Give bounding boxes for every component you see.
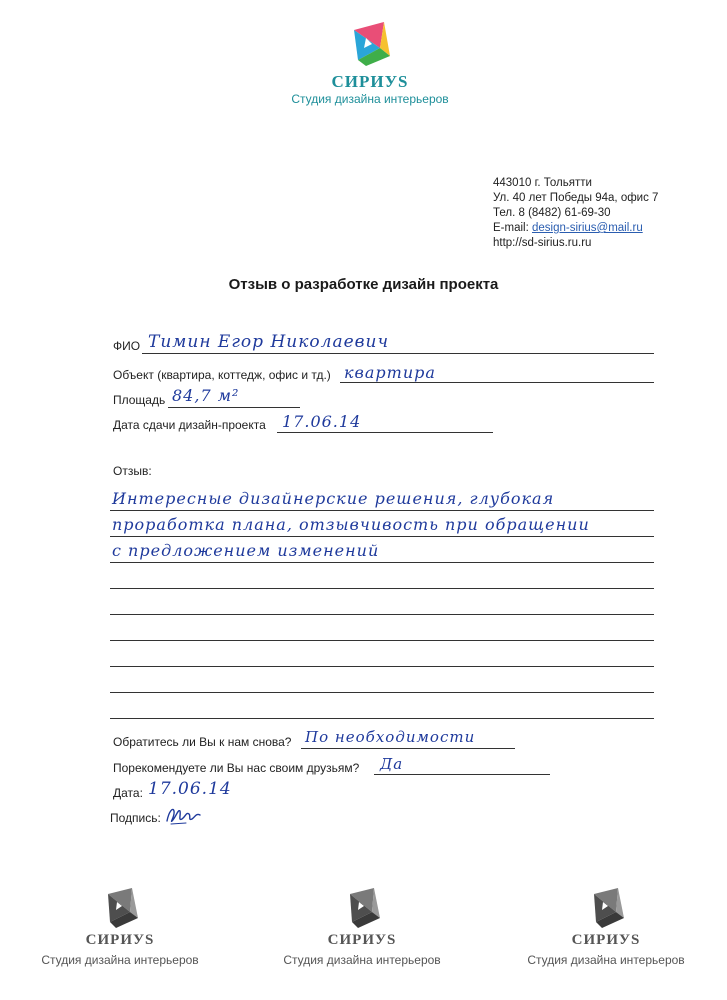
brand-tagline: Студия дизайна интерьеров <box>291 92 449 106</box>
address-street: Ул. 40 лет Победы 94а, офис 7 <box>493 192 659 204</box>
footer-tagline-3: Студия дизайна интерьеров <box>527 953 685 967</box>
sirius-sail-icon <box>586 886 626 930</box>
object-label: Объект (квартира, коттедж, офис и тд.) <box>113 368 331 382</box>
fio-value: Тимин Егор Николаевич <box>148 332 390 352</box>
object-value: квартира <box>344 363 436 382</box>
review-line-7 <box>110 666 654 667</box>
fio-line <box>142 353 654 354</box>
date-value: 17.06.14 <box>148 779 232 799</box>
email-row <box>493 221 658 236</box>
address-city: 443010 г. Тольятти <box>493 177 592 189</box>
delivery-date-value: 17.06.14 <box>282 412 362 431</box>
review-text-line-1: Интересные дизайнерские решения, глубокая <box>112 489 555 508</box>
sirius-sail-icon <box>344 18 396 70</box>
footer-logo-3 <box>516 886 696 967</box>
date-label: Дата: <box>113 786 143 800</box>
review-line-3 <box>110 562 654 563</box>
area-line <box>168 407 300 408</box>
delivery-date-label: Дата сдачи дизайн-проекта <box>113 418 266 432</box>
area-label: Площадь <box>113 393 166 407</box>
return-question-label: Обратитесь ли Вы к нам снова? <box>113 735 292 749</box>
brand-name: СИРИУS <box>331 72 409 91</box>
review-line-9 <box>110 718 654 719</box>
footer-tagline-1: Студия дизайна интерьеров <box>41 953 199 967</box>
footer-brand-3: СИРИУS <box>571 932 641 948</box>
email-label: E-mail: <box>493 222 532 234</box>
return-line <box>301 748 515 749</box>
website-link[interactable]: http://sd-sirius.ru.ru <box>493 237 592 249</box>
phone-number: Тел. 8 (8482) 61-69-30 <box>493 207 611 219</box>
area-value: 84,7 м² <box>172 386 240 405</box>
recommend-question-label: Порекомендуете ли Вы нас своим друзьям? <box>113 761 360 775</box>
return-answer: По необходимости <box>305 728 476 746</box>
review-line-4 <box>110 588 654 589</box>
object-line <box>340 382 654 383</box>
recommend-answer: Да <box>380 755 404 773</box>
review-line-5 <box>110 614 654 615</box>
review-text-line-3: с предложением изменений <box>112 541 380 560</box>
sirius-sail-icon <box>100 886 140 930</box>
footer-brand-1: СИРИУS <box>85 932 155 948</box>
recommend-line <box>374 774 550 775</box>
footer-tagline-2: Студия дизайна интерьеров <box>283 953 441 967</box>
sirius-sail-icon <box>342 886 382 930</box>
signature-label: Подпись: <box>110 811 161 825</box>
fio-label: ФИО <box>113 339 141 353</box>
document-title: Отзыв о разработке дизайн проекта <box>228 276 499 293</box>
review-text-line-2: проработка плана, отзывчивость при обращении <box>112 515 590 534</box>
footer-logo-2 <box>272 886 452 967</box>
delivery-date-line <box>277 432 493 433</box>
email-link[interactable]: design-sirius@mail.ru <box>531 222 643 234</box>
signature-image <box>164 803 204 827</box>
review-line-8 <box>110 692 654 693</box>
review-line-1 <box>110 510 654 511</box>
review-label: Отзыв: <box>113 464 152 478</box>
footer-logo-1 <box>30 886 210 967</box>
review-line-6 <box>110 640 654 641</box>
review-line-2 <box>110 536 654 537</box>
company-logo <box>320 18 420 92</box>
contact-block <box>493 176 658 251</box>
footer-brand-2: СИРИУS <box>327 932 397 948</box>
